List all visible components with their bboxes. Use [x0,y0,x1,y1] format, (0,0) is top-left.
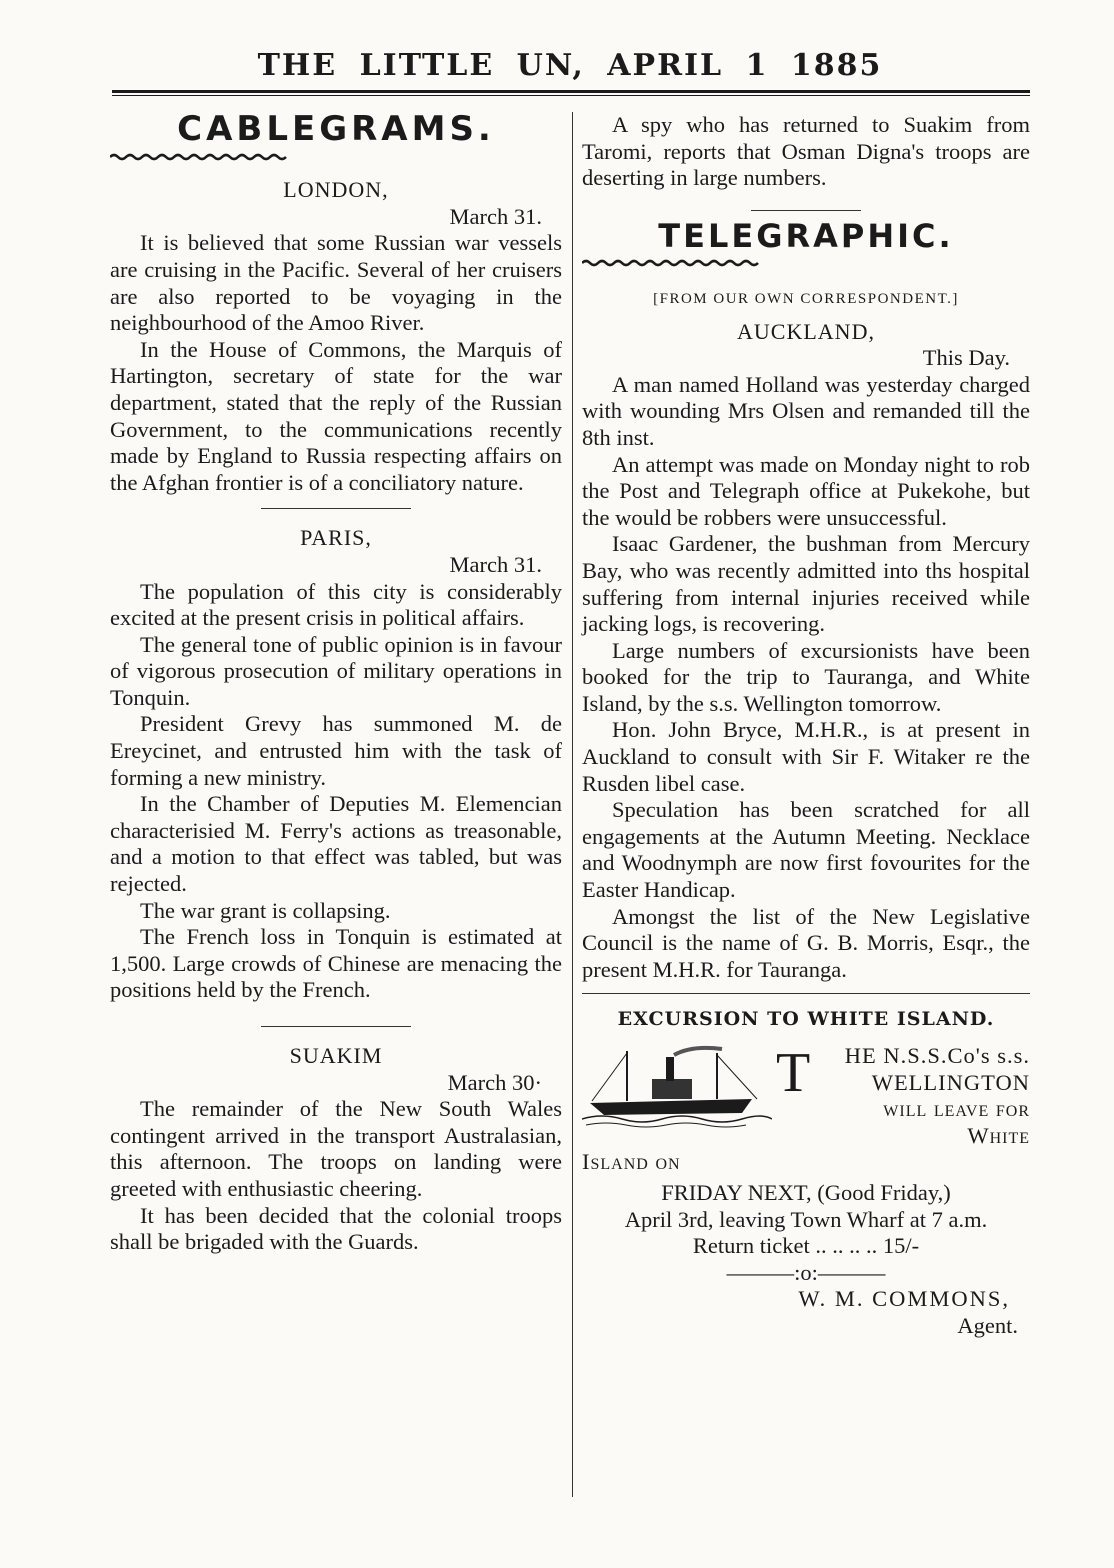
masthead-title: THE LITTLE UN, APRIL 1 1885 [257,48,883,83]
auckland-para: Speculation has been scratched for all engagements at the Autumn Meeting. Necklace and Woodnymph are now first fovourites for the Easter Handicap. [582,797,1030,903]
suakim-para: The remainder of the New South Wales contingent arrived in the transport Australasian, this afternoon. The troops on landing were greeted with enthusiastic cheering. [110,1096,562,1201]
advert-dropcap: T [776,1042,811,1104]
suakim-date: March 30· [447,1069,542,1095]
suakim-para: It has been decided that the colonial troops shall be brigaded with the Guards. [110,1202,562,1255]
masthead-rule [112,90,1030,93]
paris-date: March 31. [449,551,542,577]
advert-line: HE N.S.S.Co's s.s. [844,1043,1030,1068]
right-column [582,112,1030,1340]
suakim-city: SUAKIM [289,1043,383,1068]
paris-para: The war grant is collapsing. [140,897,391,923]
auckland-city: AUCKLAND, [737,318,875,344]
advert-line: FRIDAY NEXT, (Good Friday,) [661,1179,951,1205]
london-date: March 31. [449,203,542,229]
column-divider [572,112,573,1497]
section-separator [261,1026,411,1027]
section-separator [261,508,411,509]
auckland-para: Hon. John Bryce, M.H.R., is at present in Auckland to consult with Sir F. Witaker re the Rusden libel case. [582,717,1030,796]
auckland-para: A man named Holland was yesterday charged with wounding Mrs Olsen and remanded till the 8th inst. [582,371,1030,450]
london-para: It is believed that some Russian war vessels are cruising in the Pacific. Several of her cruisers are also reported to be voyaging in the neighbourhood of the Amoo River. [110,230,562,336]
advert-line: WELLINGTON [871,1069,1030,1095]
correspondent-line: [FROM OUR OWN CORRESPONDENT.] [653,290,959,307]
steamship-icon [582,1043,772,1129]
wavy-rule-icon [110,153,290,161]
masthead-rule-thin [112,95,1030,96]
auckland-para: An attempt was made on Monday night to rob the Post and Telegraph office at Pukekohe, but the would be robbers were unsuccessful. [582,451,1030,530]
paris-para: The French loss in Tonquin is estimated at 1,500. Large crowds of Chinese are menacing the positions held by the French. [110,924,562,1003]
paris-para: The population of this city is considerably excited at the present crisis in political affairs. [110,578,562,631]
advert-price-line: Return ticket .. .. .. .. 15/- [692,1233,920,1259]
advert-rule [582,993,1030,994]
advert-line: will leave for White [883,1096,1030,1148]
spy-para: A spy who has returned to Suakim from Taromi, reports that Osman Digna's troops are deserting in large numbers. [582,112,1030,191]
agent-title: Agent. [957,1312,1018,1338]
paris-city: PARIS, [300,525,372,551]
agent-name: W. M. COMMONS, [798,1286,1010,1312]
advert-body [582,1043,1030,1340]
advert-line: April 3rd, leaving Town Wharf at 7 a.m. [624,1206,988,1232]
wavy-rule-icon [582,259,762,267]
telegraphic-heading: TELEGRAPHIC. [658,216,954,255]
auckland-para: Amongst the list of the New Legislative Council is the name of G. B. Morris, Esqr., the present M.H.R. for Tauranga. [582,903,1030,982]
paris-para: The general tone of public opinion is in favour of vigorous prosecution of military operations in Tonquin. [110,631,562,710]
section-separator [751,210,861,211]
london-para: In the House of Commons, the Marquis of Hartington, secretary of state for the war department, stated that the reply of the Russian Government, to the communications recently made by England to Russia respecting affairs on the Afghan frontier is of a conciliatory nature. [110,336,562,495]
auckland-para: Large numbers of excursionists have been booked for the trip to Tauranga, and White Island, by the s.s. Wellington tomorrow. [582,637,1030,716]
advert-line: Island on [582,1149,681,1175]
paris-para: In the Chamber of Deputies M. Elemencian characterisied M. Ferry's actions as treasonable, and a motion to that effect was tabled, but was rejected. [110,791,562,897]
advert-heading: EXCURSION TO WHITE ISLAND. [617,1008,995,1031]
london-city: LONDON, [283,177,389,203]
paris-para: President Grevy has summoned M. de Ereycinet, and entrusted him with the task of forming a new ministry. [110,711,562,790]
left-column [110,109,562,1256]
advert-divider: ———:o:——— [726,1259,886,1285]
auckland-para: Isaac Gardener, the bushman from Mercury Bay, who was recently admitted into ths hospital suffering from internal injuries received while jacking logs, is recovering. [582,531,1030,637]
auckland-date: This Day. [922,345,1010,371]
cablegrams-heading: CABLEGRAMS. [177,109,495,149]
